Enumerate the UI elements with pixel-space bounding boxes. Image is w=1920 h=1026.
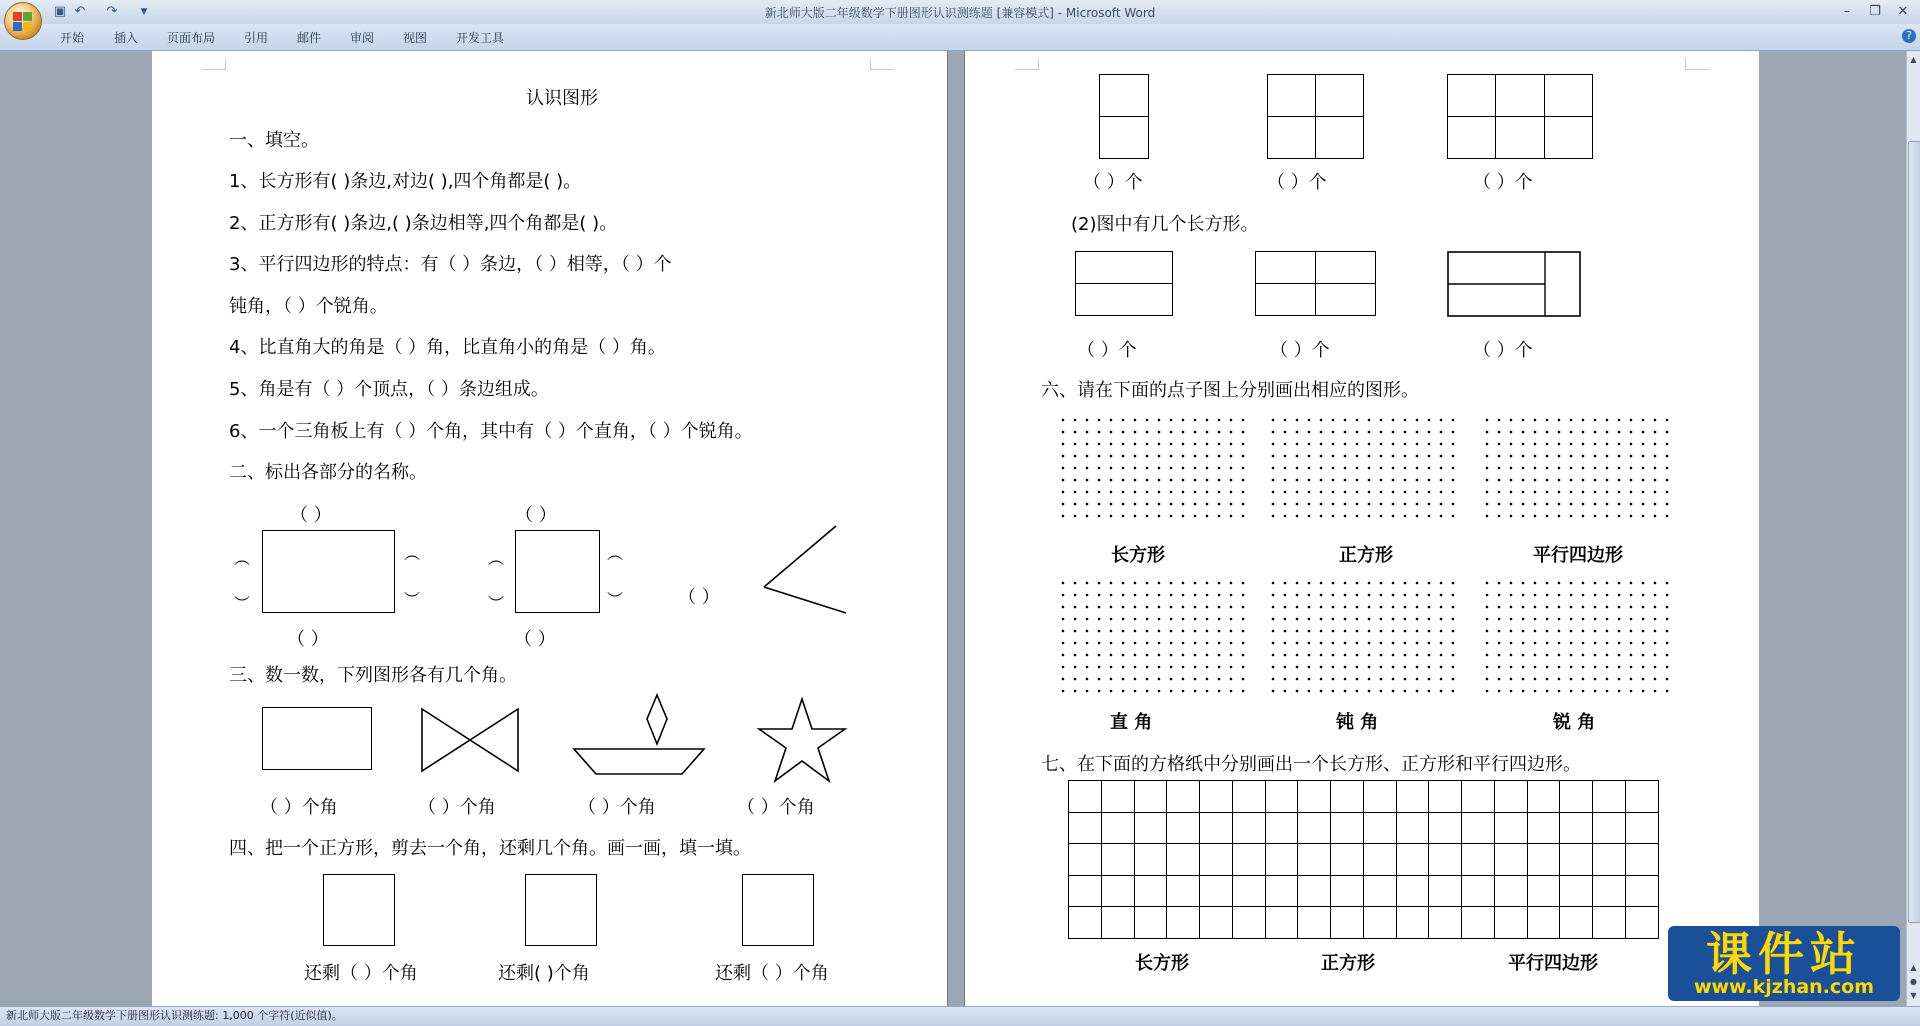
square-shape (742, 874, 814, 946)
label-blank: （ ） (514, 629, 556, 650)
grid-cell[interactable] (1101, 844, 1134, 876)
grid-cell[interactable] (1363, 812, 1396, 844)
grid-cell[interactable] (1363, 844, 1396, 876)
rect-figure-1 (1075, 251, 1173, 316)
crop-mark (1015, 58, 1039, 70)
dot-grid[interactable] (1061, 581, 1251, 696)
count-answer: （ ）个 (1473, 172, 1533, 193)
grid-cell[interactable] (1560, 812, 1593, 844)
dot-grid[interactable] (1271, 581, 1461, 696)
remaining-angles-answer: 还剩( )个角 (498, 963, 590, 984)
label-bracket: ︵ (607, 544, 624, 563)
grid-cell[interactable] (1396, 907, 1429, 939)
grid-cell[interactable] (1331, 875, 1364, 907)
doc-title: 认识图形 (526, 88, 598, 109)
tab-insert[interactable]: 插入 (114, 31, 139, 45)
grid-cell[interactable] (1560, 844, 1593, 876)
scroll-up-icon[interactable]: ▲ (1910, 55, 1917, 64)
grid-cell[interactable] (1232, 781, 1265, 813)
crop-mark (870, 58, 894, 70)
grid-cell[interactable] (1232, 844, 1265, 876)
grid-cell[interactable] (1626, 875, 1659, 907)
dot-grid[interactable] (1485, 581, 1671, 696)
document-page-right[interactable] (964, 51, 1759, 1006)
grid-cell[interactable] (1462, 812, 1495, 844)
grid-cell[interactable] (1331, 781, 1364, 813)
tab-view[interactable]: 视图 (403, 31, 428, 45)
grid-cell[interactable] (1626, 812, 1659, 844)
crop-mark (1685, 58, 1709, 70)
grid-cell[interactable] (1462, 844, 1495, 876)
angle-count-answer: （ ）个角 (418, 797, 496, 818)
grid-cell[interactable] (1494, 875, 1527, 907)
section-4-heading: 四、把一个正方形，剪去一个角，还剩几个角。画一画，填一填。 (229, 838, 751, 859)
boat-shape (572, 692, 707, 777)
grid-cell[interactable] (1167, 844, 1200, 876)
grid-cell[interactable] (1069, 875, 1102, 907)
dot-grid-label: 正方形 (1339, 545, 1393, 566)
grid-cell[interactable] (1560, 875, 1593, 907)
count-figure-2 (1267, 74, 1364, 159)
status-text: 新北师大版二年级数学下册图形认识测练题: 1,000 个字符(近似值)。 (6, 1009, 343, 1022)
office-logo-tile (13, 22, 22, 31)
grid-cell[interactable] (1298, 875, 1331, 907)
tab-page-layout[interactable]: 页面布局 (167, 31, 216, 45)
remaining-angles-answer: 还剩（ ）个角 (304, 963, 418, 984)
label-bracket: ︶ (607, 590, 624, 609)
grid-cell[interactable] (1200, 781, 1233, 813)
watermark-url: www.kjzhan.com (1693, 976, 1875, 998)
prev-page-icon[interactable]: ▲ (1910, 963, 1917, 972)
grid-cell[interactable] (1265, 781, 1298, 813)
rectangle-shape (262, 707, 372, 770)
tab-home[interactable]: 开始 (60, 31, 85, 45)
square-shape (323, 874, 395, 946)
grid-cell[interactable] (1069, 812, 1102, 844)
label-bracket: ︶ (404, 590, 421, 609)
grid-cell[interactable] (1298, 812, 1331, 844)
grid-cell[interactable] (1593, 812, 1626, 844)
angle-count-answer: （ ）个角 (737, 797, 815, 818)
question-5: 5、角是有（ ）个顶点，（ ）条边组成。 (229, 379, 549, 400)
select-browse-object-icon[interactable]: ● (1910, 977, 1917, 986)
grid-cell[interactable] (1265, 875, 1298, 907)
square-shape (525, 874, 597, 946)
grid-cell[interactable] (1593, 875, 1626, 907)
watermark-title: 课件站 (1706, 927, 1862, 981)
grid-cell[interactable] (1101, 781, 1134, 813)
remaining-angles-answer: 还剩（ ）个角 (715, 963, 829, 984)
section-6-heading: 六、请在下面的点子图上分别画出相应的图形。 (1041, 380, 1419, 401)
restore-icon[interactable]: ❐ (1869, 4, 1881, 19)
dot-grid-label: 平行四边形 (1533, 545, 1623, 566)
label-bracket: ︶ (488, 594, 505, 613)
window-title: 新北师大版二年级数学下册图形认识测练题 [兼容模式] - Microsoft Word (764, 6, 1156, 20)
scrollbar-thumb[interactable] (1908, 141, 1920, 923)
grid-cell[interactable] (1331, 812, 1364, 844)
grid-cell[interactable] (1396, 875, 1429, 907)
grid-cell[interactable] (1363, 781, 1396, 813)
question-6: 6、一个三角板上有（ ）个角，其中有（ ）个直角，（ ）个锐角。 (229, 421, 753, 442)
office-logo-tile (13, 12, 22, 21)
count-figure-1 (1099, 74, 1149, 159)
grid-cell[interactable] (1429, 875, 1462, 907)
grid-cell[interactable] (1232, 907, 1265, 939)
grid-cell[interactable] (1298, 844, 1331, 876)
grid-cell[interactable] (1298, 781, 1331, 813)
dot-grid-label: 钝 角 (1336, 712, 1379, 733)
grid-paper-label: 平行四边形 (1508, 953, 1598, 974)
grid-cell[interactable] (1265, 844, 1298, 876)
grid-cell[interactable] (1494, 907, 1527, 939)
dot-grid-label: 锐 角 (1553, 712, 1596, 733)
rect-figure-2 (1255, 251, 1376, 316)
grid-cell[interactable] (1200, 812, 1233, 844)
rect-count-answer: （ ）个 (1270, 340, 1330, 361)
grid-cell[interactable] (1232, 875, 1265, 907)
grid-cell[interactable] (1593, 781, 1626, 813)
ribbon-tabs (0, 24, 1920, 51)
customize-icon[interactable]: ▼ (140, 7, 148, 17)
label-bracket: ︵ (488, 549, 505, 568)
tab-review[interactable]: 审阅 (350, 31, 375, 45)
angle-count-answer: （ ）个角 (260, 797, 338, 818)
grid-cell[interactable] (1593, 844, 1626, 876)
section-7-heading: 七、在下面的方格纸中分别画出一个长方形、正方形和平行四边形。 (1041, 754, 1581, 775)
help-icon[interactable]: ? (1902, 29, 1916, 43)
undo-icon[interactable]: ↶ (74, 4, 86, 19)
question-2-heading: (2)图中有几个长方形。 (1071, 214, 1259, 235)
document-page-left[interactable] (152, 51, 948, 1006)
grid-paper-label: 长方形 (1135, 953, 1189, 974)
label-blank: （ ） (515, 505, 557, 526)
rectangle-shape (262, 530, 395, 613)
office-logo-tile (23, 22, 32, 31)
label-blank: （ ） (678, 587, 720, 608)
angle-count-answer: （ ）个角 (578, 797, 656, 818)
grid-cell[interactable] (1134, 812, 1167, 844)
grid-cell[interactable] (1527, 875, 1560, 907)
grid-cell[interactable] (1167, 875, 1200, 907)
grid-cell[interactable] (1167, 812, 1200, 844)
next-page-icon[interactable]: ▼ (1910, 991, 1917, 1000)
grid-cell[interactable] (1396, 812, 1429, 844)
dot-grid[interactable] (1061, 418, 1251, 528)
grid-cell[interactable] (1527, 907, 1560, 939)
save-icon[interactable]: ▣ (53, 4, 67, 19)
rect-figure-3 (1447, 251, 1583, 319)
question-1: 1、长方形有( )条边,对边( ),四个角都是( )。 (229, 171, 582, 192)
status-bar (0, 1006, 1920, 1026)
question-4: 4、比直角大的角是（ ）角，比直角小的角是（ ）角。 (229, 337, 666, 358)
site-watermark-logo (1668, 926, 1900, 1001)
grid-cell[interactable] (1134, 781, 1167, 813)
question-3b: 钝角，（ ）个锐角。 (229, 296, 388, 317)
grid-cell[interactable] (1200, 907, 1233, 939)
count-answer: （ ）个 (1267, 172, 1327, 193)
angle-figure (752, 511, 902, 621)
grid-paper[interactable] (1068, 780, 1659, 939)
grid-cell[interactable] (1167, 907, 1200, 939)
grid-cell[interactable] (1396, 844, 1429, 876)
close-icon[interactable]: ✕ (1897, 4, 1909, 19)
square-shape (515, 530, 600, 613)
grid-cell[interactable] (1462, 781, 1495, 813)
minimize-icon[interactable]: – (1843, 4, 1851, 19)
grid-cell[interactable] (1363, 907, 1396, 939)
grid-cell[interactable] (1494, 812, 1527, 844)
grid-cell[interactable] (1527, 781, 1560, 813)
grid-cell[interactable] (1101, 875, 1134, 907)
grid-cell[interactable] (1363, 875, 1396, 907)
grid-cell[interactable] (1429, 844, 1462, 876)
section-3-heading: 三、数一数，下列图形各有几个角。 (229, 665, 517, 686)
grid-cell[interactable] (1200, 875, 1233, 907)
grid-cell[interactable] (1265, 812, 1298, 844)
grid-cell[interactable] (1429, 812, 1462, 844)
grid-cell[interactable] (1298, 907, 1331, 939)
rect-count-answer: （ ）个 (1473, 340, 1533, 361)
grid-cell[interactable] (1069, 781, 1102, 813)
office-button[interactable] (4, 2, 42, 40)
dot-grid-label: 长方形 (1111, 545, 1165, 566)
count-figure-3 (1447, 74, 1593, 159)
grid-cell[interactable] (1069, 907, 1102, 939)
label-bracket: ︵ (234, 549, 251, 568)
grid-cell[interactable] (1626, 781, 1659, 813)
question-3a: 3、平行四边形的特点：有（ ）条边，（ ）相等，（ ）个 (229, 254, 672, 275)
grid-cell[interactable] (1593, 907, 1626, 939)
dot-grid[interactable] (1271, 418, 1461, 528)
grid-cell[interactable] (1626, 907, 1659, 939)
grid-cell[interactable] (1494, 781, 1527, 813)
grid-cell[interactable] (1429, 907, 1462, 939)
title-bar (0, 0, 1920, 25)
grid-cell[interactable] (1134, 875, 1167, 907)
dot-grid[interactable] (1485, 418, 1671, 528)
redo-icon[interactable]: ↷ (106, 4, 118, 19)
grid-cell[interactable] (1560, 781, 1593, 813)
label-bracket: ︶ (234, 594, 251, 613)
tab-developer[interactable]: 开发工具 (456, 31, 505, 45)
vertical-scrollbar[interactable] (1906, 51, 1920, 1006)
label-blank: （ ） (287, 629, 329, 650)
question-2: 2、正方形有( )条边,( )条边相等,四个角都是( )。 (229, 213, 618, 234)
grid-cell[interactable] (1331, 907, 1364, 939)
grid-cell[interactable] (1331, 844, 1364, 876)
grid-cell[interactable] (1134, 844, 1167, 876)
label-bracket: ︵ (404, 544, 421, 563)
grid-cell[interactable] (1527, 844, 1560, 876)
grid-cell[interactable] (1626, 844, 1659, 876)
grid-cell[interactable] (1462, 907, 1495, 939)
section-2-heading: 二、标出各部分的名称。 (229, 462, 427, 483)
bowtie-shape (420, 707, 520, 773)
grid-cell[interactable] (1167, 781, 1200, 813)
grid-cell[interactable] (1265, 907, 1298, 939)
grid-cell[interactable] (1429, 781, 1462, 813)
grid-cell[interactable] (1232, 812, 1265, 844)
star-shape (756, 697, 848, 785)
count-answer: （ ）个 (1083, 172, 1143, 193)
office-logo-tile (23, 12, 32, 21)
rect-count-answer: （ ）个 (1077, 340, 1137, 361)
grid-cell[interactable] (1101, 812, 1134, 844)
label-blank: （ ） (290, 505, 332, 526)
grid-cell[interactable] (1101, 907, 1134, 939)
grid-cell[interactable] (1560, 907, 1593, 939)
dot-grid-label: 直 角 (1110, 712, 1153, 733)
crop-mark (202, 58, 226, 70)
grid-cell[interactable] (1527, 812, 1560, 844)
grid-cell[interactable] (1396, 781, 1429, 813)
grid-cell[interactable] (1200, 844, 1233, 876)
tab-references[interactable]: 引用 (244, 31, 269, 45)
grid-paper-label: 正方形 (1321, 953, 1375, 974)
tab-mailings[interactable]: 邮件 (297, 31, 322, 45)
grid-cell[interactable] (1069, 844, 1102, 876)
section-1-heading: 一、填空。 (229, 130, 319, 151)
grid-cell[interactable] (1462, 875, 1495, 907)
grid-cell[interactable] (1494, 844, 1527, 876)
grid-cell[interactable] (1134, 907, 1167, 939)
